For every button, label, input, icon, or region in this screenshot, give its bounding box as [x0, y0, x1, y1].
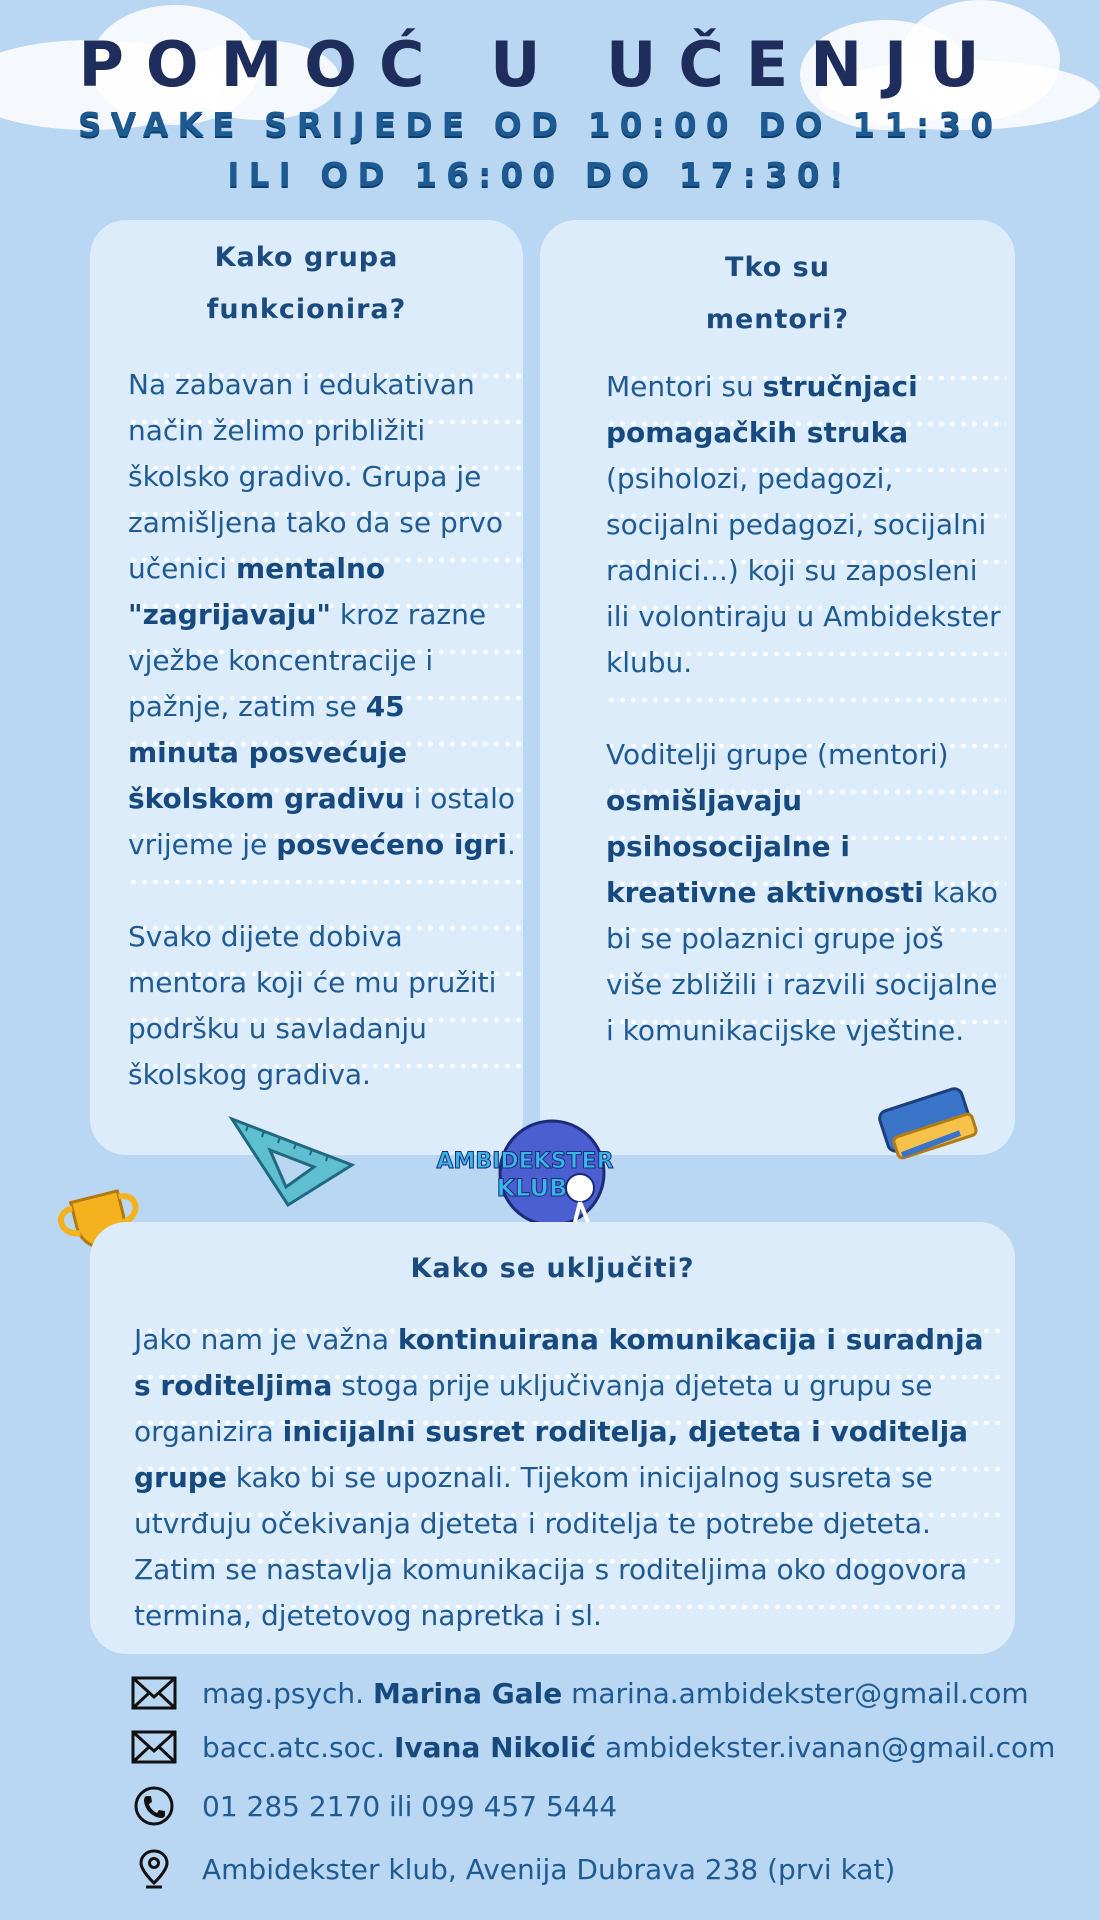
contact-name: Marina Gale	[372, 1676, 563, 1710]
envelope-icon	[130, 1673, 178, 1713]
club-logo-line1: AMBIDEKSTER	[436, 1149, 614, 1174]
how-to-join-title: Kako se uključiti?	[410, 1253, 695, 1284]
club-logo	[436, 1118, 620, 1228]
schedule-line-2: ILI OD 16:00 DO 17:30!	[227, 155, 853, 194]
club-logo-line2: KLUB	[496, 1174, 568, 1202]
how-to-join-text: Jako nam je važna kontinuirana komunikacija i suradnja s roditeljima stoga prije uključivanja djeteta u grupu se organizira inicijalni susret roditelja, djeteta i voditelja grupe kako bi se upoznali. Tijekom inicijalnog susreta se utvrđuju očekivanja djeteta i roditelja te potrebe djeteta. Zatim se nastavlja komunikacija s roditeljima oko dogovora termina, djetetovog napretka i sl.	[134, 1317, 1006, 1639]
contact-name: Ivana Nikolić	[393, 1730, 597, 1764]
contact-title: bacc.atc.soc.	[202, 1730, 394, 1764]
triangle-ruler-icon	[228, 1115, 358, 1210]
page-title: POMOĆ U UČENJU	[78, 28, 1002, 101]
who-are-mentors-title: Tko su mentori?	[705, 252, 850, 335]
how-group-works-text: Na zabavan i edukativan način želimo približiti školsko gradivo. Grupa je zamišljena tako da se prvo učenici mentalno "zagrijavaju" kroz razne vježbe koncentracije i pažnje, zatim se 45 minuta posvećuje školskom gradivu i ostalo vrijeme je posvećeno igri. Svako dijete dobiva mentora koji će mu pružiti podršku u savladanju školskog gradiva.	[128, 362, 523, 1098]
contact-marina	[130, 1673, 1029, 1713]
who-are-mentors-text: Mentori su stručnjaci pomagačkih struka (psiholozi, pedagozi, socijalni pedagozi, socijalni radnici...) koji su zaposleni ili volontiraju u Ambidekster klubu. Voditelji grupe (mentori) osmišljavaju psihosocijalne i kreativne aktivnosti kako bi se polaznici grupe još više zbližili i razvili socijalne i komunikacijske vještine.	[606, 364, 1006, 1054]
schedule-line-1: SVAKE SRIJEDE OD 10:00 DO 11:30	[77, 105, 1003, 144]
contact-email[interactable]: ambidekster.ivanan@gmail.com	[596, 1730, 1056, 1764]
contact-ivana	[130, 1727, 1055, 1767]
contact-title: mag.psych.	[202, 1676, 373, 1710]
how-group-works-title: Kako grupa funkcionira?	[206, 242, 407, 325]
envelope-icon	[130, 1727, 178, 1767]
location-pin-icon	[130, 1849, 178, 1889]
contact-phone	[130, 1786, 617, 1826]
contact-address	[130, 1849, 895, 1889]
address-text: Ambidekster klub, Avenija Dubrava 238 (prvi kat)	[202, 1852, 896, 1886]
pencil-case-icon	[872, 1085, 982, 1170]
phone-icon	[130, 1786, 178, 1826]
phone-number[interactable]: 01 285 2170 ili 099 457 5444	[202, 1789, 618, 1823]
contact-email[interactable]: marina.ambidekster@gmail.com	[562, 1676, 1029, 1710]
